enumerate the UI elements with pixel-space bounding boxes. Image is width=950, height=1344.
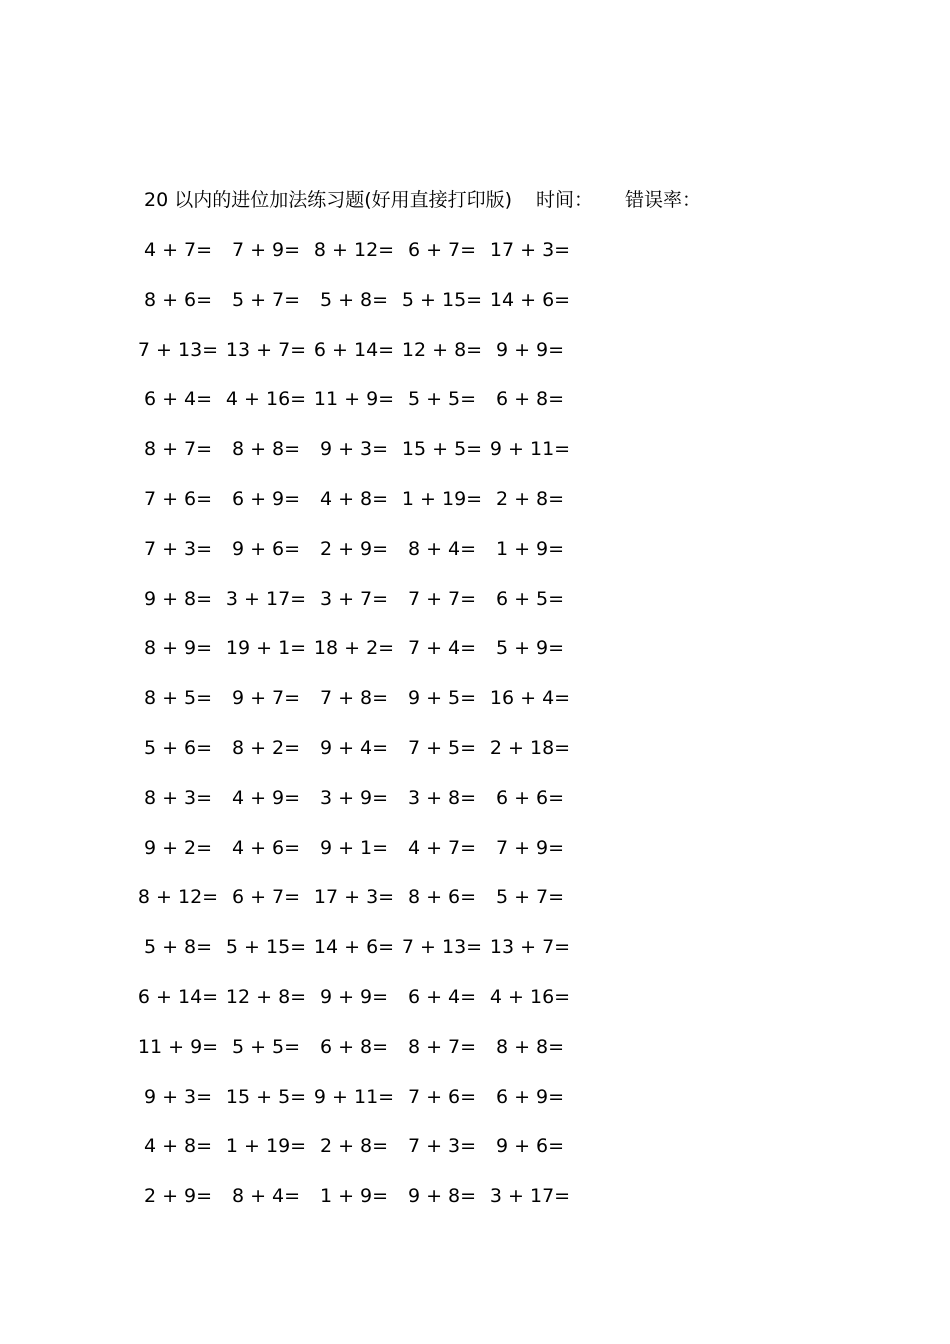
- addition-problem: 5 + 7=: [231, 288, 301, 311]
- addition-problem: 8 + 4=: [231, 1185, 301, 1208]
- problem-row: [144, 834, 624, 884]
- problem-row: [144, 734, 624, 784]
- addition-problem: 12 + 8=: [225, 985, 307, 1008]
- problem-row: [144, 684, 624, 734]
- addition-problem: 3 + 7=: [319, 587, 389, 610]
- addition-problem: 7 + 13=: [137, 338, 219, 361]
- addition-problem: 1 + 19=: [225, 1135, 307, 1158]
- addition-problem: 5 + 5=: [231, 1035, 301, 1058]
- addition-problem: 9 + 7=: [231, 687, 301, 710]
- time-label: 时间：: [536, 189, 594, 211]
- addition-problem: 8 + 5=: [143, 687, 213, 710]
- addition-problem: 7 + 9=: [495, 836, 565, 859]
- problem-row: [144, 784, 624, 834]
- problem-row: [144, 1132, 624, 1182]
- addition-problem: 5 + 5=: [407, 388, 477, 411]
- problem-row: [144, 385, 624, 435]
- addition-problem: 9 + 3=: [143, 1085, 213, 1108]
- addition-problem: 5 + 6=: [143, 736, 213, 759]
- addition-problem: 4 + 16=: [225, 388, 307, 411]
- problem-row: [137, 983, 624, 1033]
- addition-problem: 6 + 4=: [407, 985, 477, 1008]
- addition-problem: 9 + 5=: [407, 687, 477, 710]
- addition-problem: 15 + 5=: [401, 438, 483, 461]
- problem-row: [144, 485, 624, 535]
- addition-problem: 9 + 4=: [319, 736, 389, 759]
- addition-problem: 7 + 13=: [401, 936, 483, 959]
- addition-problem: 12 + 8=: [401, 338, 483, 361]
- addition-problem: 8 + 12=: [313, 239, 395, 261]
- addition-problem: 19 + 1=: [225, 637, 307, 660]
- addition-problem: 5 + 8=: [143, 936, 213, 959]
- problem-row: [144, 1182, 624, 1232]
- problem-row: [144, 634, 624, 684]
- addition-problem: 4 + 7=: [407, 836, 477, 859]
- worksheet-header: [144, 186, 702, 214]
- addition-problem: 7 + 7=: [407, 587, 477, 610]
- problem-row: [144, 585, 624, 635]
- addition-problem: 13 + 7=: [225, 338, 307, 361]
- addition-problem: 8 + 12=: [137, 886, 219, 909]
- addition-problem: 2 + 18=: [489, 736, 571, 759]
- addition-problem: 6 + 5=: [495, 587, 565, 610]
- addition-problem: 7 + 3=: [143, 537, 213, 560]
- addition-problem: 2 + 8=: [319, 1135, 389, 1158]
- addition-problem: 7 + 6=: [407, 1085, 477, 1108]
- addition-problem: 8 + 7=: [407, 1035, 477, 1058]
- addition-problem: 4 + 6=: [231, 836, 301, 859]
- addition-problem: 18 + 2=: [313, 637, 395, 660]
- addition-problem: 2 + 9=: [143, 1185, 213, 1208]
- addition-problem: 8 + 9=: [143, 637, 213, 660]
- addition-problem: 16 + 4=: [489, 687, 571, 710]
- addition-problem: 8 + 3=: [143, 786, 213, 809]
- addition-problem: 6 + 8=: [495, 388, 565, 411]
- addition-problem: 8 + 6=: [143, 288, 213, 311]
- addition-problem: 8 + 7=: [143, 438, 213, 461]
- addition-problem: 7 + 3=: [407, 1135, 477, 1158]
- addition-problem: 9 + 6=: [231, 537, 301, 560]
- addition-problem: 17 + 3=: [489, 239, 571, 261]
- problem-row: [144, 1083, 624, 1133]
- addition-problem: 9 + 11=: [489, 438, 571, 461]
- addition-problem: 7 + 6=: [143, 487, 213, 510]
- problem-row: [144, 535, 624, 585]
- addition-problem: 9 + 8=: [143, 587, 213, 610]
- problem-row: [137, 336, 624, 386]
- addition-problem: 5 + 9=: [495, 637, 565, 660]
- addition-problem: 6 + 7=: [407, 239, 477, 261]
- addition-problem: 5 + 7=: [495, 886, 565, 909]
- problem-row: [144, 286, 624, 336]
- problem-row: [144, 435, 624, 485]
- addition-problem: 14 + 6=: [489, 288, 571, 311]
- addition-problem: 2 + 8=: [495, 487, 565, 510]
- addition-problem: 8 + 8=: [231, 438, 301, 461]
- addition-problem: 9 + 1=: [319, 836, 389, 859]
- worksheet-title: 20 以内的进位加法练习题(好用直接打印版): [144, 189, 513, 211]
- addition-problem: 8 + 4=: [407, 537, 477, 560]
- addition-problem: 13 + 7=: [489, 936, 571, 959]
- addition-problem: 4 + 9=: [231, 786, 301, 809]
- addition-problem: 8 + 6=: [407, 886, 477, 909]
- addition-problem: 6 + 14=: [137, 985, 219, 1008]
- problem-row: [144, 236, 624, 286]
- addition-problem: 4 + 8=: [319, 487, 389, 510]
- addition-problem: 4 + 16=: [489, 985, 571, 1008]
- addition-problem: 3 + 9=: [319, 786, 389, 809]
- addition-problem: 4 + 8=: [143, 1135, 213, 1158]
- error-rate-label: 错误率：: [625, 189, 702, 211]
- addition-problem: 6 + 9=: [495, 1085, 565, 1108]
- addition-problem: 6 + 7=: [231, 886, 301, 909]
- addition-problem: 6 + 14=: [313, 338, 395, 361]
- addition-problem: 9 + 3=: [319, 438, 389, 461]
- addition-problem: 3 + 8=: [407, 786, 477, 809]
- addition-problem: 9 + 2=: [143, 836, 213, 859]
- addition-problem: 8 + 8=: [495, 1035, 565, 1058]
- addition-problem: 7 + 5=: [407, 736, 477, 759]
- addition-problem: 9 + 11=: [313, 1085, 395, 1108]
- addition-problem: 7 + 8=: [319, 687, 389, 710]
- addition-problem: 6 + 9=: [231, 487, 301, 510]
- addition-problem: 7 + 9=: [231, 239, 301, 261]
- problem-grid: [137, 236, 624, 1232]
- addition-problem: 1 + 19=: [401, 487, 483, 510]
- addition-problem: 9 + 9=: [319, 985, 389, 1008]
- addition-problem: 6 + 6=: [495, 786, 565, 809]
- addition-problem: 3 + 17=: [489, 1185, 571, 1208]
- addition-problem: 8 + 2=: [231, 736, 301, 759]
- addition-problem: 5 + 8=: [319, 288, 389, 311]
- addition-problem: 2 + 9=: [319, 537, 389, 560]
- addition-problem: 6 + 4=: [143, 388, 213, 411]
- addition-problem: 11 + 9=: [313, 388, 395, 411]
- addition-problem: 5 + 15=: [225, 936, 307, 959]
- addition-problem: 9 + 8=: [407, 1185, 477, 1208]
- addition-problem: 4 + 7=: [143, 239, 213, 261]
- addition-problem: 9 + 9=: [495, 338, 565, 361]
- problem-row: [137, 883, 624, 933]
- addition-problem: 9 + 6=: [495, 1135, 565, 1158]
- addition-problem: 1 + 9=: [495, 537, 565, 560]
- addition-problem: 14 + 6=: [313, 936, 395, 959]
- problem-row: [144, 933, 624, 983]
- addition-problem: 15 + 5=: [225, 1085, 307, 1108]
- problem-row: [137, 1033, 624, 1083]
- addition-problem: 7 + 4=: [407, 637, 477, 660]
- addition-problem: 1 + 9=: [319, 1185, 389, 1208]
- addition-problem: 6 + 8=: [319, 1035, 389, 1058]
- addition-problem: 11 + 9=: [137, 1035, 219, 1058]
- addition-problem: 17 + 3=: [313, 886, 395, 909]
- addition-problem: 3 + 17=: [225, 587, 307, 610]
- addition-problem: 5 + 15=: [401, 288, 483, 311]
